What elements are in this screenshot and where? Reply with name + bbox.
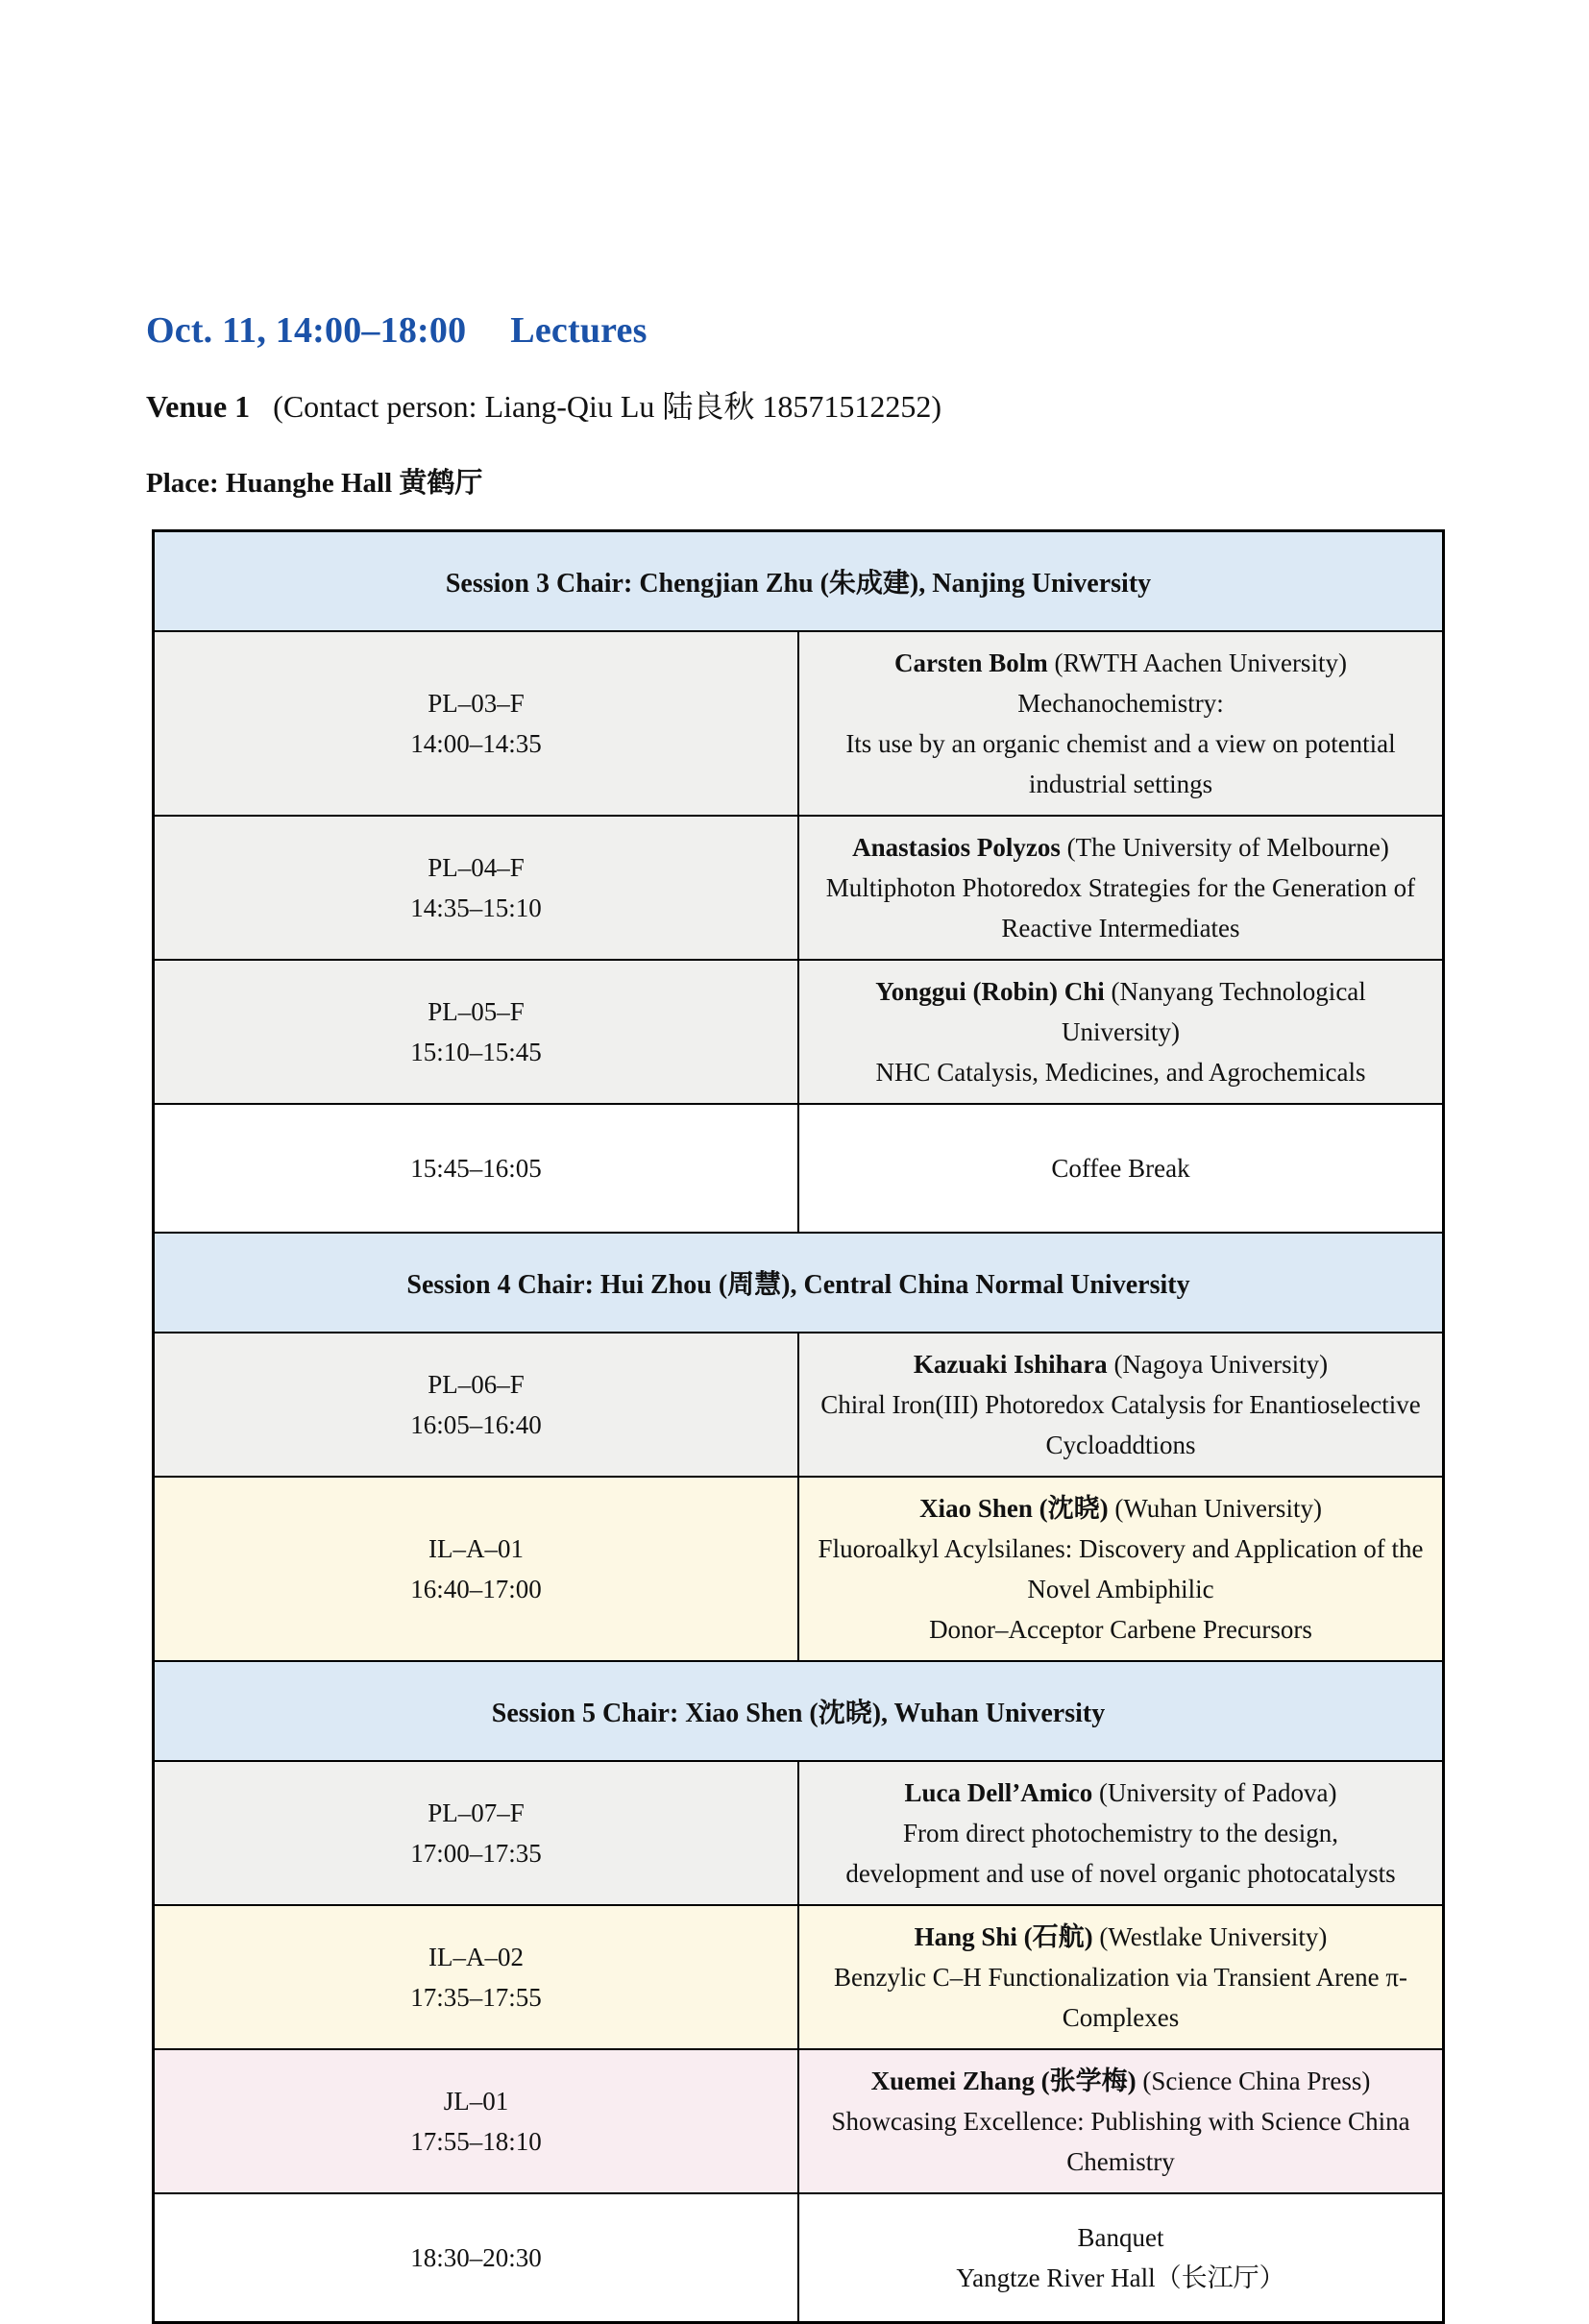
talk-title-line: development and use of novel organic photocatalysts bbox=[845, 1859, 1396, 1888]
talk-title-line: Coffee Break bbox=[1051, 1154, 1190, 1183]
talk-title-line: Donor–Acceptor Carbene Precursors bbox=[929, 1615, 1312, 1644]
talk-title-line: Mechanochemistry: bbox=[1017, 689, 1224, 718]
slot-cell bbox=[154, 1104, 799, 1233]
slot-cell bbox=[154, 1905, 799, 2049]
talk-title-line: Chiral Iron(III) Photoredox Catalysis for Enantioselective Cycloaddtions bbox=[820, 1390, 1421, 1459]
speaker-name: Luca Dell’Amico bbox=[904, 1778, 1093, 1807]
schedule-row bbox=[154, 2049, 1444, 2193]
speaker-name: Anastasios Polyzos bbox=[852, 833, 1061, 862]
talk-cell bbox=[798, 960, 1444, 1104]
talk-title-line: Yangtze River Hall（长江厅） bbox=[956, 2263, 1285, 2292]
speaker-name: Hang Shi (石航) bbox=[914, 1922, 1093, 1951]
talk-cell bbox=[798, 1761, 1444, 1905]
slot-cell bbox=[154, 631, 799, 816]
speaker-line bbox=[817, 1917, 1425, 1957]
slot-cell bbox=[154, 2193, 799, 2323]
talk-time: 15:10–15:45 bbox=[410, 1038, 542, 1066]
speaker-line bbox=[817, 2061, 1425, 2101]
talk-cell bbox=[798, 1477, 1444, 1661]
talk-time: 18:30–20:30 bbox=[410, 2243, 542, 2272]
talk-code: PL–07–F bbox=[428, 1798, 525, 1827]
slot-cell bbox=[154, 2049, 799, 2193]
title-date-range: Oct. 11, 14:00–18:00 bbox=[146, 310, 467, 351]
talk-time: 16:40–17:00 bbox=[410, 1575, 542, 1603]
talk-time: 14:35–15:10 bbox=[410, 893, 542, 922]
talk-code: IL–A–02 bbox=[428, 1943, 524, 1971]
speaker-affiliation: (RWTH Aachen University) bbox=[1047, 648, 1347, 677]
talk-title-line: NHC Catalysis, Medicines, and Agrochemicals bbox=[875, 1058, 1366, 1087]
talk-cell bbox=[798, 2193, 1444, 2323]
talk-cell bbox=[798, 631, 1444, 816]
speaker-name: Carsten Bolm bbox=[894, 648, 1048, 677]
session-header-row bbox=[154, 1233, 1444, 1333]
talk-code: PL–05–F bbox=[428, 997, 525, 1026]
speaker-line bbox=[817, 1488, 1425, 1529]
schedule-row bbox=[154, 960, 1444, 1104]
speaker-name: Xiao Shen (沈晓) bbox=[919, 1494, 1109, 1523]
speaker-affiliation: (Nanyang Technological University) bbox=[1062, 977, 1366, 1046]
speaker-line bbox=[817, 971, 1425, 1052]
schedule-row bbox=[154, 1477, 1444, 1661]
slot-cell bbox=[154, 1333, 799, 1477]
talk-code: PL–03–F bbox=[428, 689, 525, 718]
schedule-row bbox=[154, 1333, 1444, 1477]
venue-contact: (Contact person: Liang-Qiu Lu 陆良秋 18571512252) bbox=[273, 389, 942, 424]
speaker-line bbox=[817, 827, 1425, 868]
session-title: Session 4 Chair: Hui Zhou (周慧), Central China Normal University bbox=[154, 1233, 1444, 1333]
talk-title-line: Benzylic C–H Functionalization via Transient Arene π-Complexes bbox=[833, 1963, 1408, 2032]
talk-code: JL–01 bbox=[443, 2087, 509, 2116]
talk-code: PL–04–F bbox=[428, 853, 525, 882]
talk-title-line: From direct photochemistry to the design, bbox=[903, 1819, 1338, 1847]
schedule-row bbox=[154, 2193, 1444, 2323]
session-title: Session 3 Chair: Chengjian Zhu (朱成建), Nanjing University bbox=[154, 531, 1444, 632]
speaker-name: Kazuaki Ishihara bbox=[913, 1350, 1108, 1379]
schedule-row bbox=[154, 816, 1444, 960]
talk-time: 15:45–16:05 bbox=[410, 1154, 542, 1183]
talk-cell bbox=[798, 1333, 1444, 1477]
title-label: Lectures bbox=[510, 310, 648, 351]
talk-cell bbox=[798, 816, 1444, 960]
talk-time: 17:00–17:35 bbox=[410, 1839, 542, 1868]
session-header-row bbox=[154, 1661, 1444, 1761]
talk-code: IL–A–01 bbox=[428, 1534, 524, 1563]
talk-code: PL–06–F bbox=[428, 1370, 525, 1399]
venue-label: Venue 1 bbox=[146, 389, 251, 424]
talk-cell bbox=[798, 1104, 1444, 1233]
schedule-row bbox=[154, 1104, 1444, 1233]
venue-line bbox=[146, 382, 1445, 427]
talk-title-line: Banquet bbox=[1077, 2223, 1164, 2252]
schedule-row bbox=[154, 1905, 1444, 2049]
speaker-affiliation: (Science China Press) bbox=[1136, 2067, 1371, 2095]
talk-title-line: Multiphoton Photoredox Strategies for the Generation of Reactive Intermediates bbox=[825, 873, 1416, 942]
speaker-affiliation: (Wuhan University) bbox=[1108, 1494, 1322, 1523]
speaker-affiliation: (Nagoya University) bbox=[1107, 1350, 1329, 1379]
page-title bbox=[146, 309, 1445, 352]
talk-title-line: Its use by an organic chemist and a view on potential industrial settings bbox=[845, 729, 1396, 798]
session-header-row bbox=[154, 531, 1444, 632]
speaker-line bbox=[817, 1344, 1425, 1384]
slot-cell bbox=[154, 816, 799, 960]
session-title: Session 5 Chair: Xiao Shen (沈晓), Wuhan University bbox=[154, 1661, 1444, 1761]
speaker-affiliation: (Westlake University) bbox=[1092, 1922, 1328, 1951]
talk-time: 17:55–18:10 bbox=[410, 2127, 542, 2156]
speaker-line bbox=[817, 1773, 1425, 1813]
talk-time: 16:05–16:40 bbox=[410, 1410, 542, 1439]
speaker-name: Yonggui (Robin) Chi bbox=[875, 977, 1105, 1006]
speaker-affiliation: (The University of Melbourne) bbox=[1060, 833, 1389, 862]
speaker-name: Xuemei Zhang (张学梅) bbox=[870, 2067, 1137, 2095]
slot-cell bbox=[154, 1477, 799, 1661]
slot-cell bbox=[154, 1761, 799, 1905]
talk-time: 17:35–17:55 bbox=[410, 1983, 542, 2012]
slot-cell bbox=[154, 960, 799, 1104]
schedule-row bbox=[154, 631, 1444, 816]
talk-cell bbox=[798, 1905, 1444, 2049]
talk-title-line: Fluoroalkyl Acylsilanes: Discovery and Application of the Novel Ambiphilic bbox=[818, 1534, 1424, 1603]
talk-cell bbox=[798, 2049, 1444, 2193]
talk-title-line: Showcasing Excellence: Publishing with Science China Chemistry bbox=[831, 2107, 1410, 2176]
schedule-table bbox=[152, 529, 1445, 2324]
schedule-row bbox=[154, 1761, 1444, 1905]
place-line: Place: Huanghe Hall 黄鹤厅 bbox=[146, 468, 483, 499]
speaker-line bbox=[817, 643, 1425, 683]
talk-time: 14:00–14:35 bbox=[410, 729, 542, 758]
speaker-affiliation: (University of Padova) bbox=[1092, 1778, 1337, 1807]
